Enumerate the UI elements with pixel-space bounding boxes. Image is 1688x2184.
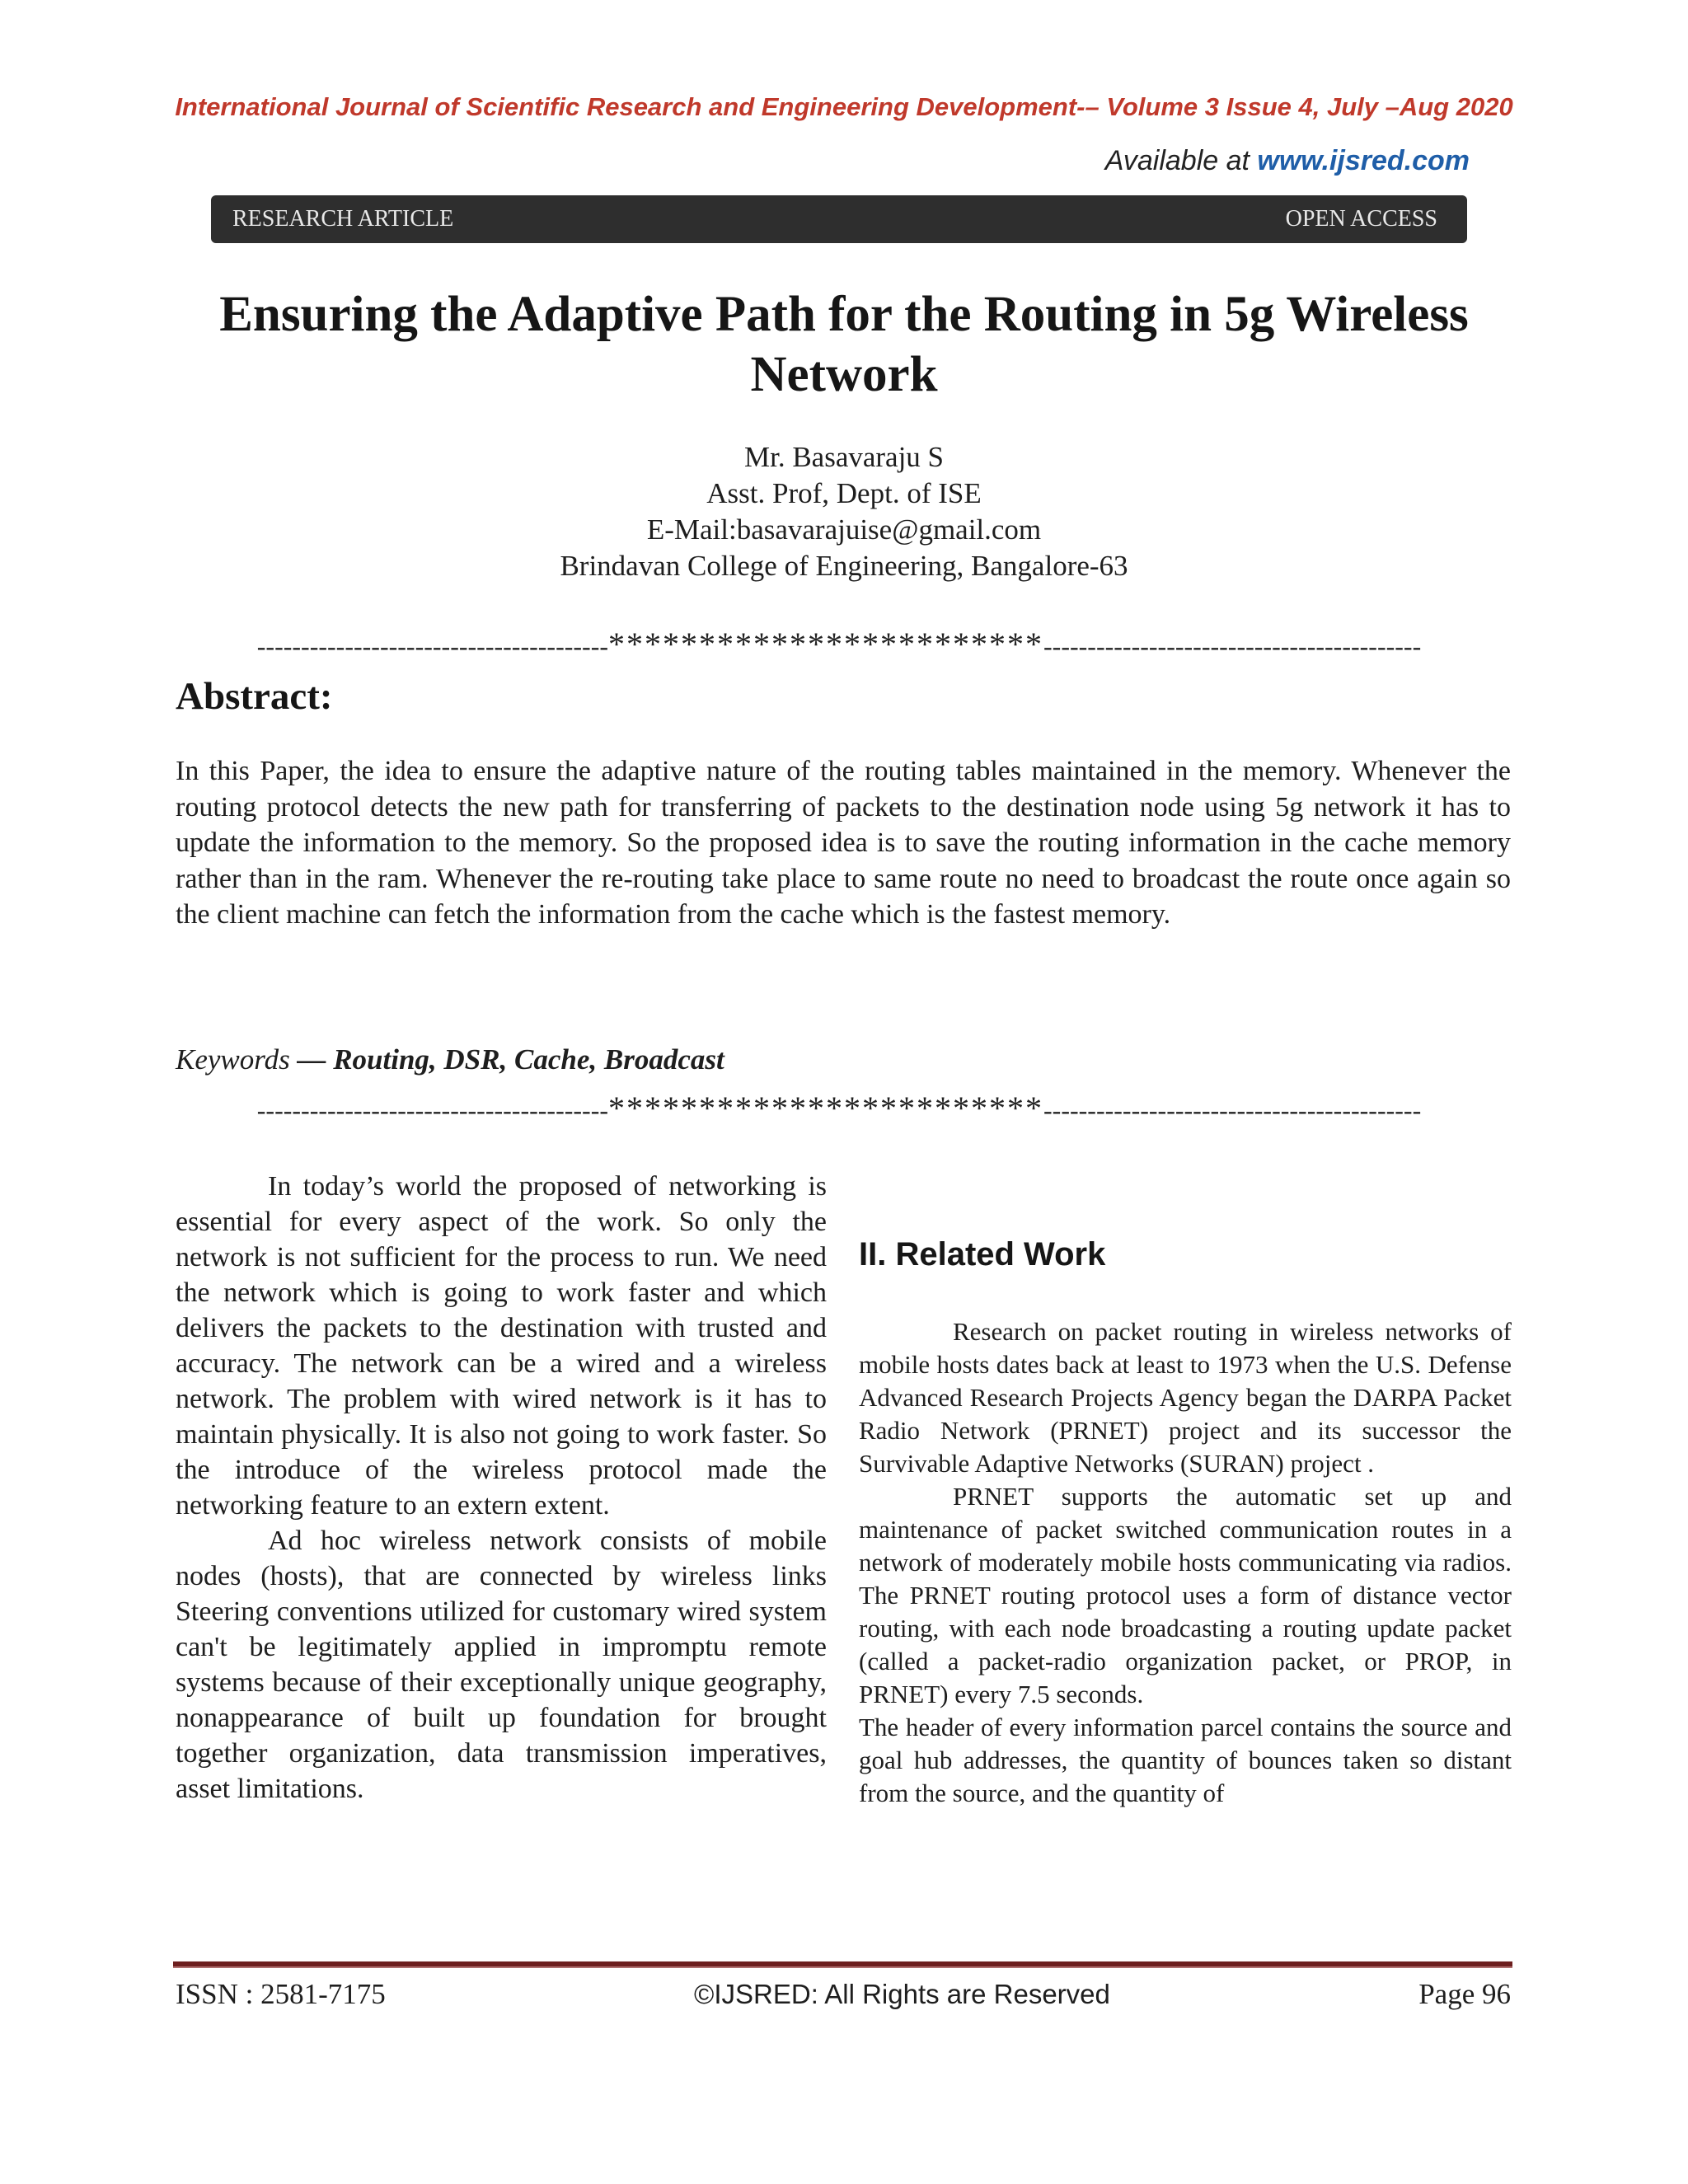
- right-column: [859, 1315, 1512, 1810]
- intro-paragraph-2: Ad hoc wireless network consists of mobile nodes (hosts), that are connected by wireless links Steering conventions utilized for customary wired system can't be legitimately applied in impromptu remote systems because of their exceptionally unique geography, nonappearance of built up foundation for brought together organization, data transmission imperatives, asset limitations.: [176, 1526, 827, 1804]
- article-banner: [211, 195, 1467, 243]
- journal-url-link[interactable]: www.ijsred.com: [1257, 145, 1470, 176]
- divider-stars: ************************: [608, 628, 1044, 663]
- article-type-label: RESEARCH ARTICLE: [232, 206, 454, 232]
- paper-title: [165, 284, 1523, 405]
- bottom-divider: [176, 1092, 1503, 1127]
- abstract-heading: Abstract:: [176, 675, 333, 718]
- availability-line: [1105, 145, 1470, 177]
- abstract-body: In this Paper, the idea to ensure the adaptive nature of the routing tables maintained in the memory. Whenever the routing protocol detects the new path for transferring of packets to the destination node using 5g network it has to update the information to the memory. So the proposed idea is to save the routing information in the cache memory rather than in the ram. Whenever the re-routing take place to same route no need to broadcast the route once again so the client machine can fetch the information from the cache which is the fastest memory.: [176, 756, 1511, 930]
- keywords-values: Routing, DSR, Cache, Broadcast: [333, 1043, 724, 1076]
- title-line-1: Ensuring the Adaptive Path for the Routing in 5g Wireless: [219, 287, 1469, 342]
- related-work-paragraph-3: The header of every information parcel contains the source and goal hub addresses, the quantity of bounces taken so distant from the source, and the quantity of: [859, 1713, 1512, 1807]
- related-work-paragraph-2: PRNET supports the automatic set up and maintenance of packet switched communication routes in a network of moderately mobile hosts communicating via radios. The PRNET routing protocol uses a form of distance vector routing, with each node broadcasting a routing update packet (called a packet-radio organization packet, or PROP, in PRNET) every 7.5 seconds.: [859, 1482, 1512, 1708]
- keywords-line: [176, 1043, 724, 1076]
- footer-rule: [173, 1961, 1512, 1968]
- keywords-dash: —: [289, 1043, 334, 1076]
- author-affiliation: Brindavan College of Engineering, Bangalore-63: [560, 550, 1128, 582]
- title-line-2: Network: [750, 347, 938, 402]
- divider-left-dashes: ----------------------------------------: [256, 631, 609, 661]
- author-email: E-Mail:basavarajuise@gmail.com: [646, 513, 1042, 546]
- divider-stars: ************************: [608, 1092, 1044, 1127]
- divider-right-dashes: -------------------------------------------: [1043, 1095, 1422, 1125]
- journal-header: International Journal of Scientific Research and Engineering Development-– Volume 3 Issue 4, July –Aug 2020: [175, 92, 1513, 121]
- divider-right-dashes: -------------------------------------------: [1043, 631, 1422, 661]
- top-divider: [176, 628, 1503, 663]
- access-label: OPEN ACCESS: [1285, 206, 1437, 232]
- left-column: [176, 1169, 827, 1807]
- keywords-label: Keywords: [176, 1043, 290, 1076]
- footer-copyright: ©IJSRED: All Rights are Reserved: [694, 1979, 1110, 2009]
- author-name: Mr. Basavaraju S: [743, 441, 945, 473]
- available-prefix: Available at: [1104, 145, 1258, 176]
- author-position: Asst. Prof, Dept. of ISE: [706, 477, 982, 509]
- related-work-paragraph-1: Research on packet routing in wireless networks of mobile hosts dates back at least to 1973 when the U.S. Defense Advanced Research Projects Agency began the DARPA Packet Radio Network (PRNET) project and its successor the Survivable Adaptive Networks (SURAN) project .: [859, 1317, 1512, 1478]
- page-footer: [176, 1978, 1511, 2011]
- footer-issn: ISSN : 2581-7175: [176, 1978, 386, 2010]
- author-block: [0, 439, 1688, 584]
- footer-page-number: Page 96: [1418, 1978, 1511, 2010]
- intro-paragraph-1: In today’s world the proposed of networking is essential for every aspect of the work. So only the network is not sufficient for the process to run. We need the network which is going to work faster and which delivers the packets to the destination with trusted and accuracy. The network can be a wired and a wireless network. The problem with wired network is it has to maintain physically. It is also not going to work faster. So the introduce of the wireless protocol made the networking feature to an extern extent.: [176, 1171, 827, 1521]
- related-work-heading: II. Related Work: [859, 1236, 1106, 1272]
- divider-left-dashes: ----------------------------------------: [256, 1095, 609, 1125]
